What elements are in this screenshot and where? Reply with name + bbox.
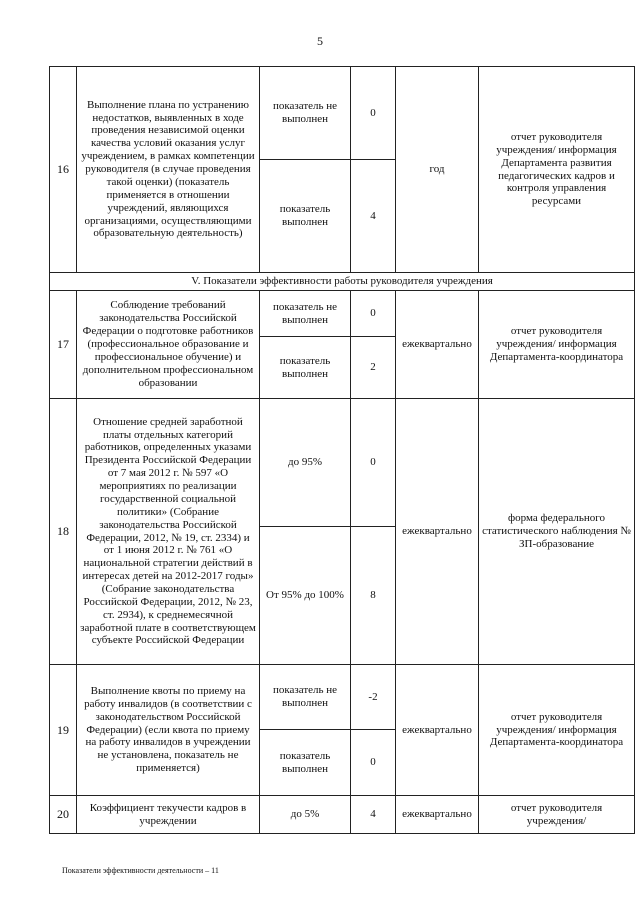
source-cell: отчет руководителя учреждения/ <box>479 796 635 834</box>
period-cell: ежеквартально <box>396 796 479 834</box>
criterion-cell: показатель выполнен <box>260 730 351 796</box>
score-cell: 2 <box>351 337 396 399</box>
indicator-description: Отношение средней заработной платы отдельных категорий работников, определенных указами Президента Российской Федерации от 7 мая 2012 г. № 597 «О мероприятиях по реализации государственной социальной политики» (Собрание законодательства Российской Федерации, 2012, № 19, ст. 2334) и от 1 июня 2012 г. № 761 «О национальной стратегии действий в интересах детей на 2012-2017 годы» (Собрание законодательства Российской Федерации, 2012, № 23, ст. 2934), к среднемесячной заработной плате в соответствующем субъекте Российской Федерации <box>77 399 260 665</box>
criterion-cell: показатель выполнен <box>260 160 351 273</box>
source-cell: форма федерального статистического наблюдения № ЗП-образование <box>479 399 635 665</box>
source-cell: отчет руководителя учреждения/ информация Департамента-координатора <box>479 665 635 796</box>
row-number: 16 <box>50 67 77 273</box>
row-number: 18 <box>50 399 77 665</box>
section-row <box>50 273 635 291</box>
indicator-description: Коэффициент текучести кадров в учреждении <box>77 796 260 834</box>
indicators-table <box>49 66 635 834</box>
row-number: 20 <box>50 796 77 834</box>
score-cell: 8 <box>351 527 396 665</box>
source-cell: отчет руководителя учреждения/ информация Департамента развития педагогических кадров и контроля управления ресурсами <box>479 67 635 273</box>
score-cell: 4 <box>351 796 396 834</box>
table-row <box>50 67 635 160</box>
table-row <box>50 399 635 527</box>
period-cell: ежеквартально <box>396 665 479 796</box>
criterion-cell: до 5% <box>260 796 351 834</box>
indicator-description: Выполнение плана по устранению недостатков, выявленных в ходе проведения независимой оценки качества условий оказания услуг учреждением, в рамках компетенции руководителя (в случае проведения такой оценки) (показатель применяется в отношении учреждений, являющихся организациями, осуществляющими образовательную деятельность) <box>77 67 260 273</box>
section-header: V. Показатели эффективности работы руководителя учреждения <box>50 273 635 291</box>
criterion-cell: до 95% <box>260 399 351 527</box>
table-row <box>50 291 635 337</box>
period-cell: ежеквартально <box>396 399 479 665</box>
indicator-description: Соблюдение требований законодательства Российской Федерации о подготовке работников (профессиональное образование и профессиональное обучение) и дополнительном профессиональном образовании <box>77 291 260 399</box>
criterion-cell: показатель не выполнен <box>260 291 351 337</box>
period-cell: год <box>396 67 479 273</box>
criterion-cell: От 95% до 100% <box>260 527 351 665</box>
criterion-cell: показатель не выполнен <box>260 665 351 730</box>
score-cell: 0 <box>351 291 396 337</box>
score-cell: -2 <box>351 665 396 730</box>
indicator-description: Выполнение квоты по приему на работу инвалидов (в соответствии с законодательством Российской Федерации) (если квота по приему на работу инвалидов в учреждении не установлена, показатель не применяется) <box>77 665 260 796</box>
period-cell: ежеквартально <box>396 291 479 399</box>
table-row <box>50 665 635 730</box>
row-number: 17 <box>50 291 77 399</box>
row-number: 19 <box>50 665 77 796</box>
criterion-cell: показатель выполнен <box>260 337 351 399</box>
page-footer: Показатели эффективности деятельности – 11 <box>62 866 219 875</box>
score-cell: 0 <box>351 399 396 527</box>
score-cell: 4 <box>351 160 396 273</box>
criterion-cell: показатель не выполнен <box>260 67 351 160</box>
score-cell: 0 <box>351 730 396 796</box>
page-number: 5 <box>317 34 323 48</box>
source-cell: отчет руководителя учреждения/ информация Департамента-координатора <box>479 291 635 399</box>
table-row <box>50 796 635 834</box>
score-cell: 0 <box>351 67 396 160</box>
